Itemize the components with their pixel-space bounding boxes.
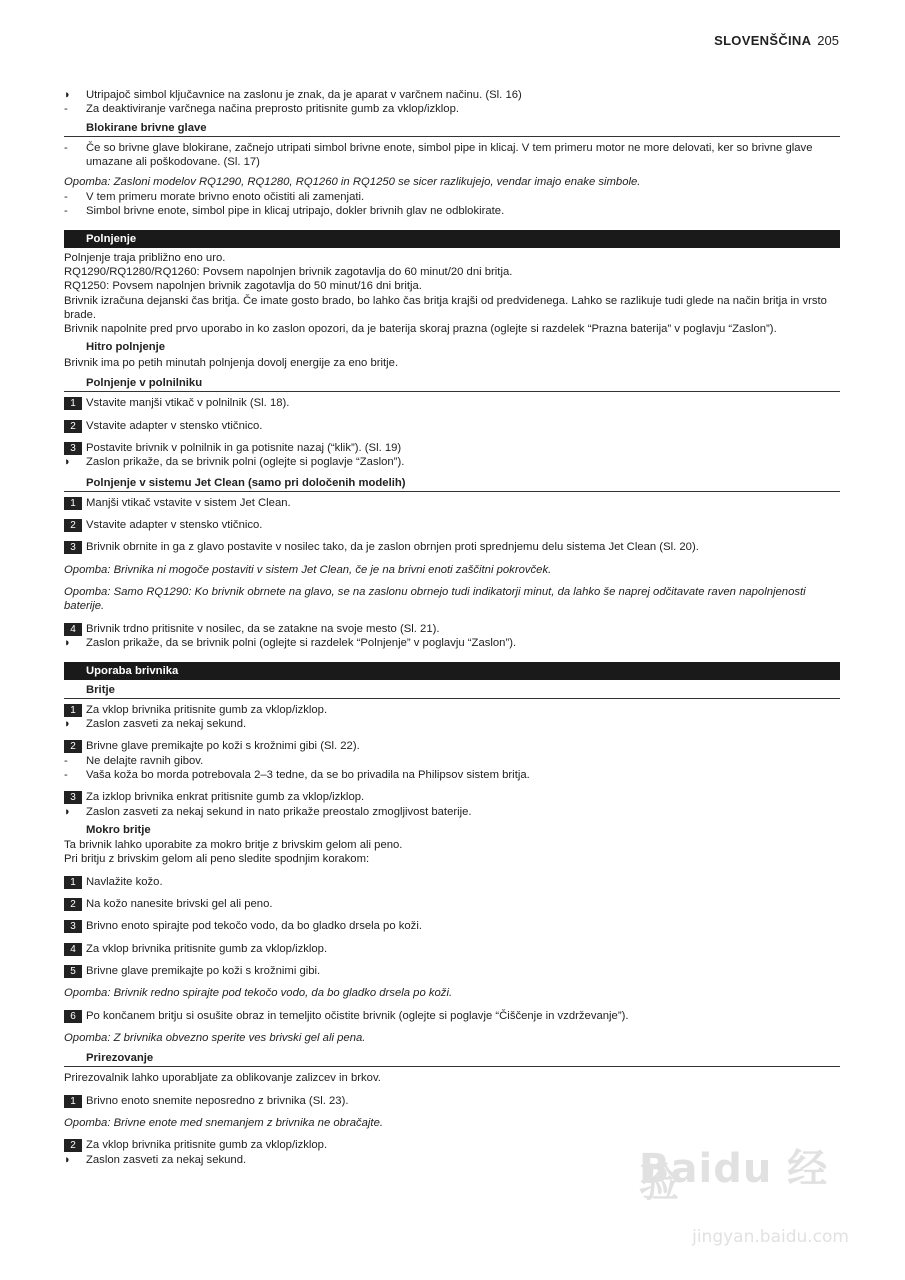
step-number: 2 bbox=[64, 1139, 82, 1152]
paragraph: RQ1290/RQ1280/RQ1260: Povsem napolnjen brivnik zagotavlja do 60 minut/20 dni britja. bbox=[64, 265, 513, 278]
subheading-shaving: Britje bbox=[64, 683, 840, 699]
step-item: 2 Na kožo nanesite brivski gel ali peno. bbox=[64, 897, 840, 911]
note: Opomba: Brivnika ni mogoče postaviti v sistem Jet Clean, če je na brivni enoti zaščitni pokrovček. bbox=[64, 563, 552, 576]
step-item: 2 Za vklop brivnika pritisnite gumb za vklop/izklop. bbox=[64, 1138, 840, 1152]
list-item: - Simbol brivne enote, simbol pipe in klicaj utripajo, dokler brivnih glav ne odblokirate. bbox=[64, 205, 505, 218]
step-number: 1 bbox=[64, 497, 82, 510]
step-number: 2 bbox=[64, 420, 82, 433]
step-number: 4 bbox=[64, 623, 82, 636]
paragraph: Brivnik izračuna dejanski čas britja. Če imate gosto brado, bo lahko čas britja krajši od predvidenega. Lahko se razlikuje tudi glede na način britja in vrsto brade. bbox=[64, 294, 827, 321]
step-number: 4 bbox=[64, 943, 82, 956]
list-item: ◗ Zaslon zasveti za nekaj sekund. bbox=[64, 718, 247, 731]
step-number: 1 bbox=[64, 397, 82, 410]
step-item: 3 Postavite brivnik v polnilnik in ga potisnite nazaj (“klik”). (Sl. 19) bbox=[64, 441, 840, 455]
step-item: 5 Brivne glave premikajte po koži s krožnimi gibi. bbox=[64, 964, 840, 978]
list-item: ◗ Zaslon prikaže, da se brivnik polni (oglejte si poglavje “Zaslon”). bbox=[64, 456, 405, 469]
watermark-url: jingyan.baidu.com bbox=[692, 1226, 849, 1247]
step-item: 3 Brivno enoto spirajte pod tekočo vodo, da bo gladko drsela po koži. bbox=[64, 919, 840, 933]
list-item: ◗ Utripajoč simbol ključavnice na zaslonu je znak, da je aparat v varčnem načinu. (Sl. 16) bbox=[64, 89, 522, 101]
step-item: 4 Brivnik trdno pritisnite v nosilec, da se zatakne na svoje mesto (Sl. 21). bbox=[64, 622, 840, 636]
page-content bbox=[64, 88, 840, 1167]
list-item: - Za deaktiviranje varčnega načina preprosto pritisnite gumb za vklop/izklop. bbox=[64, 103, 459, 116]
subheading-wet-shaving: Mokro britje bbox=[86, 823, 151, 836]
step-number: 3 bbox=[64, 791, 82, 804]
note: Opomba: Z brivnika obvezno sperite ves brivski gel ali pena. bbox=[64, 1031, 366, 1044]
note: Opomba: Samo RQ1290: Ko brivnik obrnete na glavo, se na zaslonu obrnejo tudi indikatorji minut, da lahko še naprej odčitavate raven napolnjenosti baterije. bbox=[64, 586, 806, 613]
step-item: 2 Vstavite adapter v stensko vtičnico. bbox=[64, 419, 840, 433]
step-number: 2 bbox=[64, 740, 82, 753]
paragraph: Ta brivnik lahko uporabite za mokro britje z brivskim gelom ali peno. bbox=[64, 839, 403, 852]
step-number: 1 bbox=[64, 704, 82, 717]
paragraph: Brivnik napolnite pred prvo uporabo in ko zaslon opozori, da je baterija skoraj prazna (oglejte si razdelek “Prazna baterija” v poglavju “Zaslon”). bbox=[64, 323, 777, 336]
step-item: 1 Brivno enoto snemite neposredno z brivnika (Sl. 23). bbox=[64, 1094, 840, 1108]
step-item: 1 Navlažite kožo. bbox=[64, 875, 840, 889]
step-item: 1 Za vklop brivnika pritisnite gumb za vklop/izklop. bbox=[64, 703, 840, 717]
list-item: - V tem primeru morate brivno enoto očistiti ali zamenjati. bbox=[64, 190, 365, 203]
step-item: 1 Manjši vtikač vstavite v sistem Jet Clean. bbox=[64, 496, 840, 510]
note: Opomba: Brivne enote med snemanjem z brivnika ne obračajte. bbox=[64, 1117, 383, 1130]
list-item: ◗ Zaslon zasveti za nekaj sekund. bbox=[64, 1153, 247, 1166]
subheading-holder: Polnjenje v polnilniku bbox=[64, 376, 840, 392]
list-item: - Ne delajte ravnih gibov. bbox=[64, 754, 204, 767]
step-item: 4 Za vklop brivnika pritisnite gumb za vklop/izklop. bbox=[64, 942, 840, 956]
page-number: 205 bbox=[817, 33, 839, 48]
step-number: 3 bbox=[64, 920, 82, 933]
step-number: 2 bbox=[64, 898, 82, 911]
step-number: 5 bbox=[64, 965, 82, 978]
watermark bbox=[639, 1146, 849, 1247]
section-bar-charging: Polnjenje bbox=[64, 230, 840, 247]
subheading-jet-clean: Polnjenje v sistemu Jet Clean (samo pri določenih modelih) bbox=[64, 476, 840, 492]
paragraph: RQ1250: Povsem napolnjen brivnik zagotavlja do 50 minut/16 dni britja. bbox=[64, 280, 422, 293]
step-number: 3 bbox=[64, 442, 82, 455]
step-item: 2 Vstavite adapter v stensko vtičnico. bbox=[64, 518, 840, 532]
step-number: 1 bbox=[64, 1095, 82, 1108]
paragraph: Polnjenje traja približno eno uro. bbox=[64, 251, 226, 264]
list-item: - Če so brivne glave blokirane, začnejo utripati simbol brivne enote, simbol pipe in klicaj. V tem primeru motor ne more delovati, ker so brivne glave umazane ali poškodovane. (Sl. 17) bbox=[64, 141, 813, 169]
step-item: 2 Brivne glave premikajte po koži s krožnimi gibi (Sl. 22). bbox=[64, 739, 840, 753]
step-number: 6 bbox=[64, 1010, 82, 1023]
subheading-blocked: Blokirane brivne glave bbox=[64, 121, 840, 137]
list-item: ◗ Zaslon prikaže, da se brivnik polni (oglejte si razdelek “Polnjenje” v poglavju “Zaslon”). bbox=[64, 636, 517, 649]
step-number: 2 bbox=[64, 519, 82, 532]
step-number: 1 bbox=[64, 876, 82, 889]
subheading-quick-charge: Hitro polnjenje bbox=[86, 341, 166, 354]
step-item: 6 Po končanem britju si osušite obraz in temeljito očistite brivnik (oglejte si poglavje “Čiščenje in vzdrževanje”). bbox=[64, 1009, 840, 1023]
step-item: 3 Brivnik obrnite in ga z glavo postavite v nosilec tako, da je zaslon obrnjen proti sprednjemu delu sistema Jet Clean (Sl. 20). bbox=[64, 540, 840, 554]
paragraph: Pri britju z brivskim gelom ali peno sledite spodnjim korakom: bbox=[64, 853, 370, 866]
section-title: SLOVENŠČINA bbox=[714, 33, 812, 48]
step-item: 3 Za izklop brivnika enkrat pritisnite gumb za vklop/izklop. bbox=[64, 790, 840, 804]
list-item: - Vaša koža bo morda potrebovala 2–3 tedne, da se bo privadila na Philipsov sistem britja. bbox=[64, 768, 530, 781]
list-item: ◗ Zaslon zasveti za nekaj sekund in nato prikaže preostalo zmogljivost baterije. bbox=[64, 805, 472, 818]
section-bar-usage: Uporaba brivnika bbox=[64, 662, 840, 679]
subheading-trimming: Prirezovanje bbox=[64, 1051, 840, 1067]
note: Opomba: Brivnik redno spirajte pod tekočo vodo, da bo gladko drsela po koži. bbox=[64, 987, 453, 1000]
paragraph: Prirezovalnik lahko uporabljate za oblikovanje zalizcev in brkov. bbox=[64, 1072, 381, 1085]
step-number: 3 bbox=[64, 541, 82, 554]
watermark-logo: Baidu 经验 bbox=[639, 1146, 829, 1207]
step-item: 1 Vstavite manjši vtikač v polnilnik (Sl. 18). bbox=[64, 396, 840, 410]
page-header bbox=[714, 34, 839, 48]
note: Opomba: Zasloni modelov RQ1290, RQ1280, RQ1260 in RQ1250 se sicer razlikujejo, vendar imajo enake simbole. bbox=[64, 176, 641, 189]
paragraph: Brivnik ima po petih minutah polnjenja dovolj energije za eno britje. bbox=[64, 356, 399, 369]
